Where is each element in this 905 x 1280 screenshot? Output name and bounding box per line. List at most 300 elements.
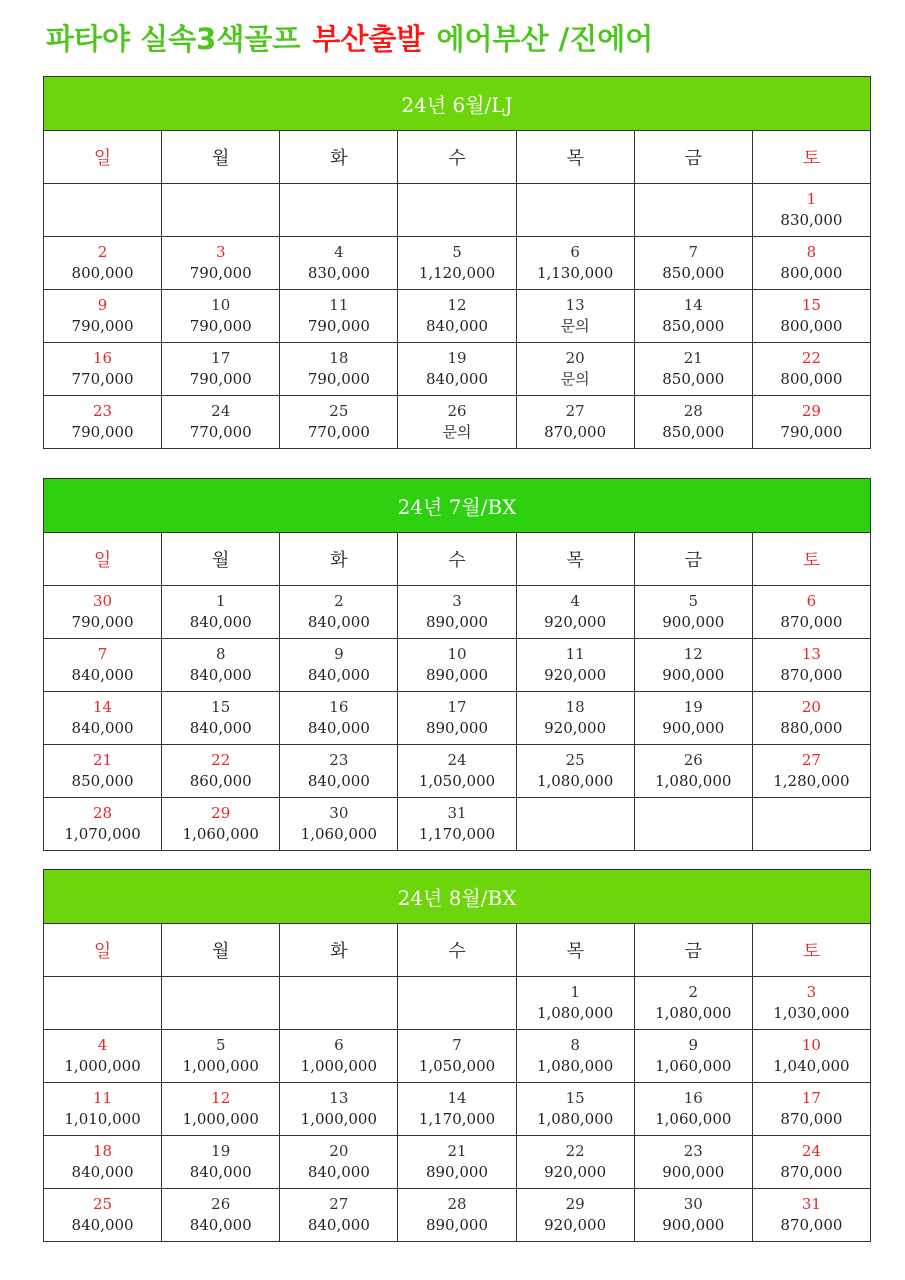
day-cell bbox=[398, 586, 516, 639]
day-price: 1,060,000 bbox=[655, 1110, 732, 1128]
day-number: 4 bbox=[334, 243, 344, 261]
day-price: 1,130,000 bbox=[536, 264, 614, 282]
day-cell bbox=[752, 396, 870, 449]
day-price: 840,000 bbox=[425, 317, 488, 335]
day-price: 920,000 bbox=[544, 1163, 607, 1181]
day-price: 790,000 bbox=[189, 370, 252, 388]
day-price: 800,000 bbox=[780, 317, 843, 335]
day-cell bbox=[634, 639, 752, 692]
day-cell bbox=[280, 184, 398, 237]
day-cell bbox=[44, 396, 162, 449]
day-cell bbox=[162, 745, 280, 798]
day-cell bbox=[398, 290, 516, 343]
day-cell bbox=[634, 1083, 752, 1136]
day-number: 28 bbox=[683, 402, 703, 420]
day-cell bbox=[752, 586, 870, 639]
day-price: 1,080,000 bbox=[655, 1004, 732, 1022]
week-row bbox=[44, 290, 871, 343]
day-cell bbox=[44, 639, 162, 692]
day-price: 890,000 bbox=[425, 719, 488, 737]
day-price: 840,000 bbox=[307, 666, 370, 684]
day-number: 5 bbox=[215, 1036, 226, 1054]
day-price: 850,000 bbox=[662, 317, 725, 335]
month-header: 24년 7월/BX bbox=[44, 479, 871, 533]
calendar-month-2 bbox=[43, 869, 871, 1242]
week-row bbox=[44, 798, 871, 851]
day-price: 1,050,000 bbox=[418, 1057, 496, 1075]
day-number: 8 bbox=[806, 243, 817, 261]
day-cell bbox=[516, 1136, 634, 1189]
day-cell bbox=[280, 1083, 398, 1136]
day-cell bbox=[162, 798, 280, 851]
day-cell bbox=[634, 586, 752, 639]
day-number: 21 bbox=[447, 1142, 467, 1160]
day-cell bbox=[516, 586, 634, 639]
day-price: 850,000 bbox=[71, 772, 134, 790]
day-number: 3 bbox=[452, 592, 462, 610]
day-price: 1,170,000 bbox=[418, 825, 496, 843]
day-price: 1,060,000 bbox=[182, 825, 259, 843]
day-cell bbox=[280, 586, 398, 639]
day-cell bbox=[44, 237, 162, 290]
day-price: 790,000 bbox=[71, 423, 134, 441]
day-price: 문의 bbox=[560, 317, 590, 335]
day-cell bbox=[162, 1189, 280, 1242]
day-price: 900,000 bbox=[662, 719, 725, 737]
day-price: 800,000 bbox=[71, 264, 134, 282]
day-cell bbox=[398, 1136, 516, 1189]
week-row bbox=[44, 586, 871, 639]
day-number: 15 bbox=[565, 1089, 585, 1107]
weekday-label: 금 bbox=[634, 131, 752, 184]
day-number: 8 bbox=[215, 645, 226, 663]
day-number: 6 bbox=[570, 243, 580, 261]
weekday-label: 화 bbox=[280, 924, 398, 977]
day-cell bbox=[280, 1136, 398, 1189]
day-number: 18 bbox=[93, 1142, 113, 1160]
day-price: 920,000 bbox=[544, 719, 607, 737]
weekday-label: 일 bbox=[44, 533, 162, 586]
day-number: 11 bbox=[93, 1089, 113, 1107]
day-cell bbox=[44, 343, 162, 396]
day-price: 900,000 bbox=[662, 666, 725, 684]
title-part-3: 에어부산 /진에어 bbox=[436, 22, 654, 56]
day-number: 9 bbox=[334, 645, 344, 663]
day-cell bbox=[516, 343, 634, 396]
day-price: 870,000 bbox=[780, 613, 843, 631]
day-price: 770,000 bbox=[307, 423, 370, 441]
day-number: 17 bbox=[211, 349, 231, 367]
day-number: 14 bbox=[447, 1089, 467, 1107]
day-number: 27 bbox=[801, 751, 821, 769]
day-price: 840,000 bbox=[71, 666, 134, 684]
day-price: 1,120,000 bbox=[418, 264, 496, 282]
day-price: 1,040,000 bbox=[773, 1057, 850, 1075]
day-price: 900,000 bbox=[662, 1163, 725, 1181]
week-row bbox=[44, 1189, 871, 1242]
day-price: 800,000 bbox=[780, 370, 843, 388]
day-cell bbox=[44, 1189, 162, 1242]
day-cell bbox=[634, 798, 752, 851]
weekday-label: 금 bbox=[634, 533, 752, 586]
day-number: 2 bbox=[688, 983, 699, 1001]
day-number: 16 bbox=[683, 1089, 703, 1107]
day-number: 7 bbox=[452, 1036, 462, 1054]
day-price: 840,000 bbox=[189, 1216, 252, 1234]
day-cell bbox=[634, 290, 752, 343]
day-cell bbox=[398, 639, 516, 692]
weekday-label: 화 bbox=[280, 131, 398, 184]
day-cell bbox=[162, 1030, 280, 1083]
day-price: 1,000,000 bbox=[64, 1057, 141, 1075]
day-cell bbox=[280, 1189, 398, 1242]
day-cell bbox=[398, 237, 516, 290]
week-row bbox=[44, 396, 871, 449]
day-price: 790,000 bbox=[307, 317, 370, 335]
day-number: 7 bbox=[97, 645, 108, 663]
day-cell bbox=[752, 692, 870, 745]
month-header: 24년 6월/LJ bbox=[44, 77, 871, 131]
week-row bbox=[44, 745, 871, 798]
day-price: 문의 bbox=[442, 423, 472, 441]
title-part-2: 부산출발 bbox=[312, 22, 425, 56]
day-cell bbox=[634, 977, 752, 1030]
day-price: 770,000 bbox=[189, 423, 252, 441]
day-cell bbox=[162, 1136, 280, 1189]
day-cell bbox=[752, 184, 870, 237]
day-cell bbox=[280, 639, 398, 692]
day-cell bbox=[280, 290, 398, 343]
weekday-label: 일 bbox=[44, 924, 162, 977]
day-cell bbox=[398, 745, 516, 798]
day-number: 2 bbox=[97, 243, 108, 261]
weekday-label: 월 bbox=[162, 131, 280, 184]
day-number: 24 bbox=[211, 402, 231, 420]
day-number: 20 bbox=[565, 349, 585, 367]
day-price: 880,000 bbox=[780, 719, 843, 737]
day-price: 840,000 bbox=[71, 1216, 134, 1234]
day-cell bbox=[634, 396, 752, 449]
day-price: 770,000 bbox=[71, 370, 134, 388]
day-number: 20 bbox=[801, 698, 821, 716]
day-cell bbox=[516, 745, 634, 798]
day-price: 1,060,000 bbox=[655, 1057, 732, 1075]
day-price: 890,000 bbox=[425, 613, 488, 631]
day-number: 12 bbox=[447, 296, 467, 314]
day-price: 870,000 bbox=[780, 1110, 843, 1128]
day-price: 840,000 bbox=[307, 719, 370, 737]
day-number: 10 bbox=[801, 1036, 821, 1054]
day-price: 790,000 bbox=[71, 613, 134, 631]
week-row bbox=[44, 977, 871, 1030]
day-number: 15 bbox=[801, 296, 821, 314]
day-cell bbox=[752, 798, 870, 851]
day-number: 6 bbox=[334, 1036, 344, 1054]
day-cell bbox=[280, 745, 398, 798]
day-number: 26 bbox=[447, 402, 467, 420]
weekday-label: 목 bbox=[516, 924, 634, 977]
day-cell bbox=[280, 692, 398, 745]
day-cell bbox=[752, 1136, 870, 1189]
weekday-label: 토 bbox=[752, 924, 870, 977]
day-price: 870,000 bbox=[780, 666, 843, 684]
day-number: 11 bbox=[565, 645, 585, 663]
day-cell bbox=[280, 237, 398, 290]
day-number: 14 bbox=[93, 698, 113, 716]
day-cell bbox=[44, 692, 162, 745]
weekday-label: 월 bbox=[162, 924, 280, 977]
day-number: 22 bbox=[211, 751, 231, 769]
day-price: 870,000 bbox=[780, 1216, 843, 1234]
day-number: 31 bbox=[801, 1195, 821, 1213]
day-number: 30 bbox=[329, 804, 349, 822]
day-number: 22 bbox=[801, 349, 821, 367]
day-price: 1,000,000 bbox=[300, 1057, 378, 1075]
day-price: 890,000 bbox=[425, 1163, 488, 1181]
day-number: 14 bbox=[683, 296, 703, 314]
day-number: 5 bbox=[452, 243, 462, 261]
day-price: 1,170,000 bbox=[418, 1110, 496, 1128]
day-price: 840,000 bbox=[307, 772, 370, 790]
weekday-label: 토 bbox=[752, 131, 870, 184]
day-number: 28 bbox=[447, 1195, 467, 1213]
day-number: 6 bbox=[806, 592, 817, 610]
day-number: 23 bbox=[683, 1142, 703, 1160]
day-price: 840,000 bbox=[307, 1216, 370, 1234]
weekday-label: 일 bbox=[44, 131, 162, 184]
day-cell bbox=[634, 343, 752, 396]
day-number: 17 bbox=[801, 1089, 821, 1107]
day-cell bbox=[44, 1030, 162, 1083]
day-cell bbox=[162, 639, 280, 692]
day-price: 840,000 bbox=[189, 719, 252, 737]
day-cell bbox=[516, 184, 634, 237]
day-number: 10 bbox=[211, 296, 231, 314]
day-number: 3 bbox=[806, 983, 817, 1001]
day-number: 31 bbox=[447, 804, 467, 822]
day-cell bbox=[634, 1136, 752, 1189]
day-number: 2 bbox=[334, 592, 344, 610]
day-number: 24 bbox=[447, 751, 467, 769]
day-number: 5 bbox=[688, 592, 699, 610]
weekday-label: 목 bbox=[516, 533, 634, 586]
day-number: 3 bbox=[215, 243, 226, 261]
day-number: 20 bbox=[329, 1142, 349, 1160]
day-number: 26 bbox=[211, 1195, 231, 1213]
week-row bbox=[44, 639, 871, 692]
day-cell bbox=[516, 798, 634, 851]
day-price: 1,070,000 bbox=[64, 825, 141, 843]
day-price: 850,000 bbox=[662, 370, 725, 388]
day-cell bbox=[516, 290, 634, 343]
day-number: 16 bbox=[93, 349, 113, 367]
day-number: 12 bbox=[211, 1089, 231, 1107]
day-number: 13 bbox=[329, 1089, 349, 1107]
weekday-label: 수 bbox=[398, 533, 516, 586]
day-number: 12 bbox=[683, 645, 703, 663]
day-number: 1 bbox=[570, 983, 580, 1001]
day-cell bbox=[280, 396, 398, 449]
day-number: 23 bbox=[93, 402, 113, 420]
day-cell bbox=[516, 639, 634, 692]
day-number: 4 bbox=[97, 1036, 108, 1054]
week-row bbox=[44, 184, 871, 237]
calendar-month-0 bbox=[43, 76, 871, 449]
day-price: 1,030,000 bbox=[773, 1004, 850, 1022]
day-number: 19 bbox=[211, 1142, 231, 1160]
weekday-label: 토 bbox=[752, 533, 870, 586]
weekday-label: 월 bbox=[162, 533, 280, 586]
day-cell bbox=[752, 1030, 870, 1083]
day-cell bbox=[44, 977, 162, 1030]
week-row bbox=[44, 1030, 871, 1083]
day-price: 860,000 bbox=[189, 772, 252, 790]
day-cell bbox=[44, 184, 162, 237]
day-cell bbox=[44, 586, 162, 639]
day-price: 1,080,000 bbox=[536, 1057, 614, 1075]
day-cell bbox=[516, 1189, 634, 1242]
day-cell bbox=[752, 639, 870, 692]
day-number: 30 bbox=[93, 592, 113, 610]
day-cell bbox=[162, 184, 280, 237]
day-cell bbox=[44, 1136, 162, 1189]
day-number: 1 bbox=[215, 592, 226, 610]
day-number: 26 bbox=[683, 751, 703, 769]
day-price: 840,000 bbox=[307, 613, 370, 631]
day-cell bbox=[752, 1083, 870, 1136]
day-cell bbox=[752, 745, 870, 798]
day-price: 1,000,000 bbox=[182, 1057, 259, 1075]
day-price: 1,080,000 bbox=[536, 1004, 614, 1022]
day-cell bbox=[162, 692, 280, 745]
day-number: 27 bbox=[565, 402, 585, 420]
day-cell bbox=[162, 1083, 280, 1136]
day-cell bbox=[516, 1083, 634, 1136]
day-cell bbox=[634, 1030, 752, 1083]
month-header: 24년 8월/BX bbox=[44, 870, 871, 924]
day-number: 13 bbox=[565, 296, 585, 314]
day-price: 790,000 bbox=[189, 264, 252, 282]
day-price: 1,060,000 bbox=[300, 825, 378, 843]
day-cell bbox=[398, 1030, 516, 1083]
day-cell bbox=[634, 184, 752, 237]
day-cell bbox=[44, 1083, 162, 1136]
weekday-label: 수 bbox=[398, 924, 516, 977]
day-cell bbox=[398, 977, 516, 1030]
day-price: 830,000 bbox=[780, 211, 843, 229]
day-cell bbox=[634, 1189, 752, 1242]
day-price: 830,000 bbox=[307, 264, 370, 282]
day-price: 890,000 bbox=[425, 666, 488, 684]
day-number: 19 bbox=[683, 698, 703, 716]
day-number: 1 bbox=[806, 190, 817, 208]
week-row bbox=[44, 343, 871, 396]
day-cell bbox=[280, 798, 398, 851]
day-cell bbox=[752, 290, 870, 343]
day-cell bbox=[280, 343, 398, 396]
day-price: 1,050,000 bbox=[418, 772, 496, 790]
day-price: 790,000 bbox=[189, 317, 252, 335]
day-number: 18 bbox=[565, 698, 585, 716]
day-cell bbox=[398, 692, 516, 745]
day-cell bbox=[44, 290, 162, 343]
day-number: 21 bbox=[93, 751, 113, 769]
week-row bbox=[44, 1136, 871, 1189]
day-cell bbox=[162, 290, 280, 343]
day-price: 920,000 bbox=[544, 613, 607, 631]
day-price: 790,000 bbox=[780, 423, 843, 441]
day-cell bbox=[398, 1083, 516, 1136]
day-number: 9 bbox=[97, 296, 108, 314]
day-price: 1,080,000 bbox=[536, 772, 614, 790]
day-price: 870,000 bbox=[780, 1163, 843, 1181]
day-price: 840,000 bbox=[307, 1163, 370, 1181]
day-number: 27 bbox=[329, 1195, 349, 1213]
day-price: 840,000 bbox=[71, 719, 134, 737]
day-number: 8 bbox=[570, 1036, 580, 1054]
day-price: 850,000 bbox=[662, 423, 725, 441]
day-number: 15 bbox=[211, 698, 231, 716]
day-cell bbox=[162, 343, 280, 396]
day-cell bbox=[516, 977, 634, 1030]
day-price: 840,000 bbox=[189, 613, 252, 631]
day-price: 1,000,000 bbox=[300, 1110, 378, 1128]
day-price: 1,280,000 bbox=[773, 772, 850, 790]
day-cell bbox=[162, 237, 280, 290]
day-cell bbox=[752, 977, 870, 1030]
day-number: 30 bbox=[683, 1195, 703, 1213]
day-cell bbox=[280, 1030, 398, 1083]
calendar-month-1 bbox=[43, 478, 871, 851]
day-price: 1,010,000 bbox=[64, 1110, 141, 1128]
page-title bbox=[46, 14, 653, 64]
weekday-label: 목 bbox=[516, 131, 634, 184]
day-cell bbox=[752, 343, 870, 396]
day-cell bbox=[634, 745, 752, 798]
day-cell bbox=[398, 396, 516, 449]
day-price: 800,000 bbox=[780, 264, 843, 282]
day-cell bbox=[752, 1189, 870, 1242]
day-cell bbox=[162, 396, 280, 449]
day-price: 920,000 bbox=[544, 1216, 607, 1234]
day-number: 11 bbox=[329, 296, 349, 314]
day-cell bbox=[162, 977, 280, 1030]
day-price: 900,000 bbox=[662, 1216, 725, 1234]
day-price: 840,000 bbox=[71, 1163, 134, 1181]
day-number: 7 bbox=[688, 243, 699, 261]
title-part-1: 파타야 실속3색골프 bbox=[46, 22, 301, 56]
day-cell bbox=[634, 692, 752, 745]
day-cell bbox=[44, 745, 162, 798]
day-number: 25 bbox=[329, 402, 349, 420]
day-cell bbox=[516, 1030, 634, 1083]
day-cell bbox=[280, 977, 398, 1030]
day-number: 25 bbox=[93, 1195, 113, 1213]
weekday-label: 금 bbox=[634, 924, 752, 977]
day-price: 1,080,000 bbox=[536, 1110, 614, 1128]
day-price: 850,000 bbox=[662, 264, 725, 282]
day-cell bbox=[516, 237, 634, 290]
day-number: 25 bbox=[565, 751, 585, 769]
day-price: 870,000 bbox=[544, 423, 607, 441]
day-cell bbox=[516, 692, 634, 745]
day-cell bbox=[634, 237, 752, 290]
day-price: 790,000 bbox=[71, 317, 134, 335]
day-number: 29 bbox=[801, 402, 821, 420]
day-price: 1,000,000 bbox=[182, 1110, 259, 1128]
week-row bbox=[44, 1083, 871, 1136]
day-number: 22 bbox=[565, 1142, 585, 1160]
